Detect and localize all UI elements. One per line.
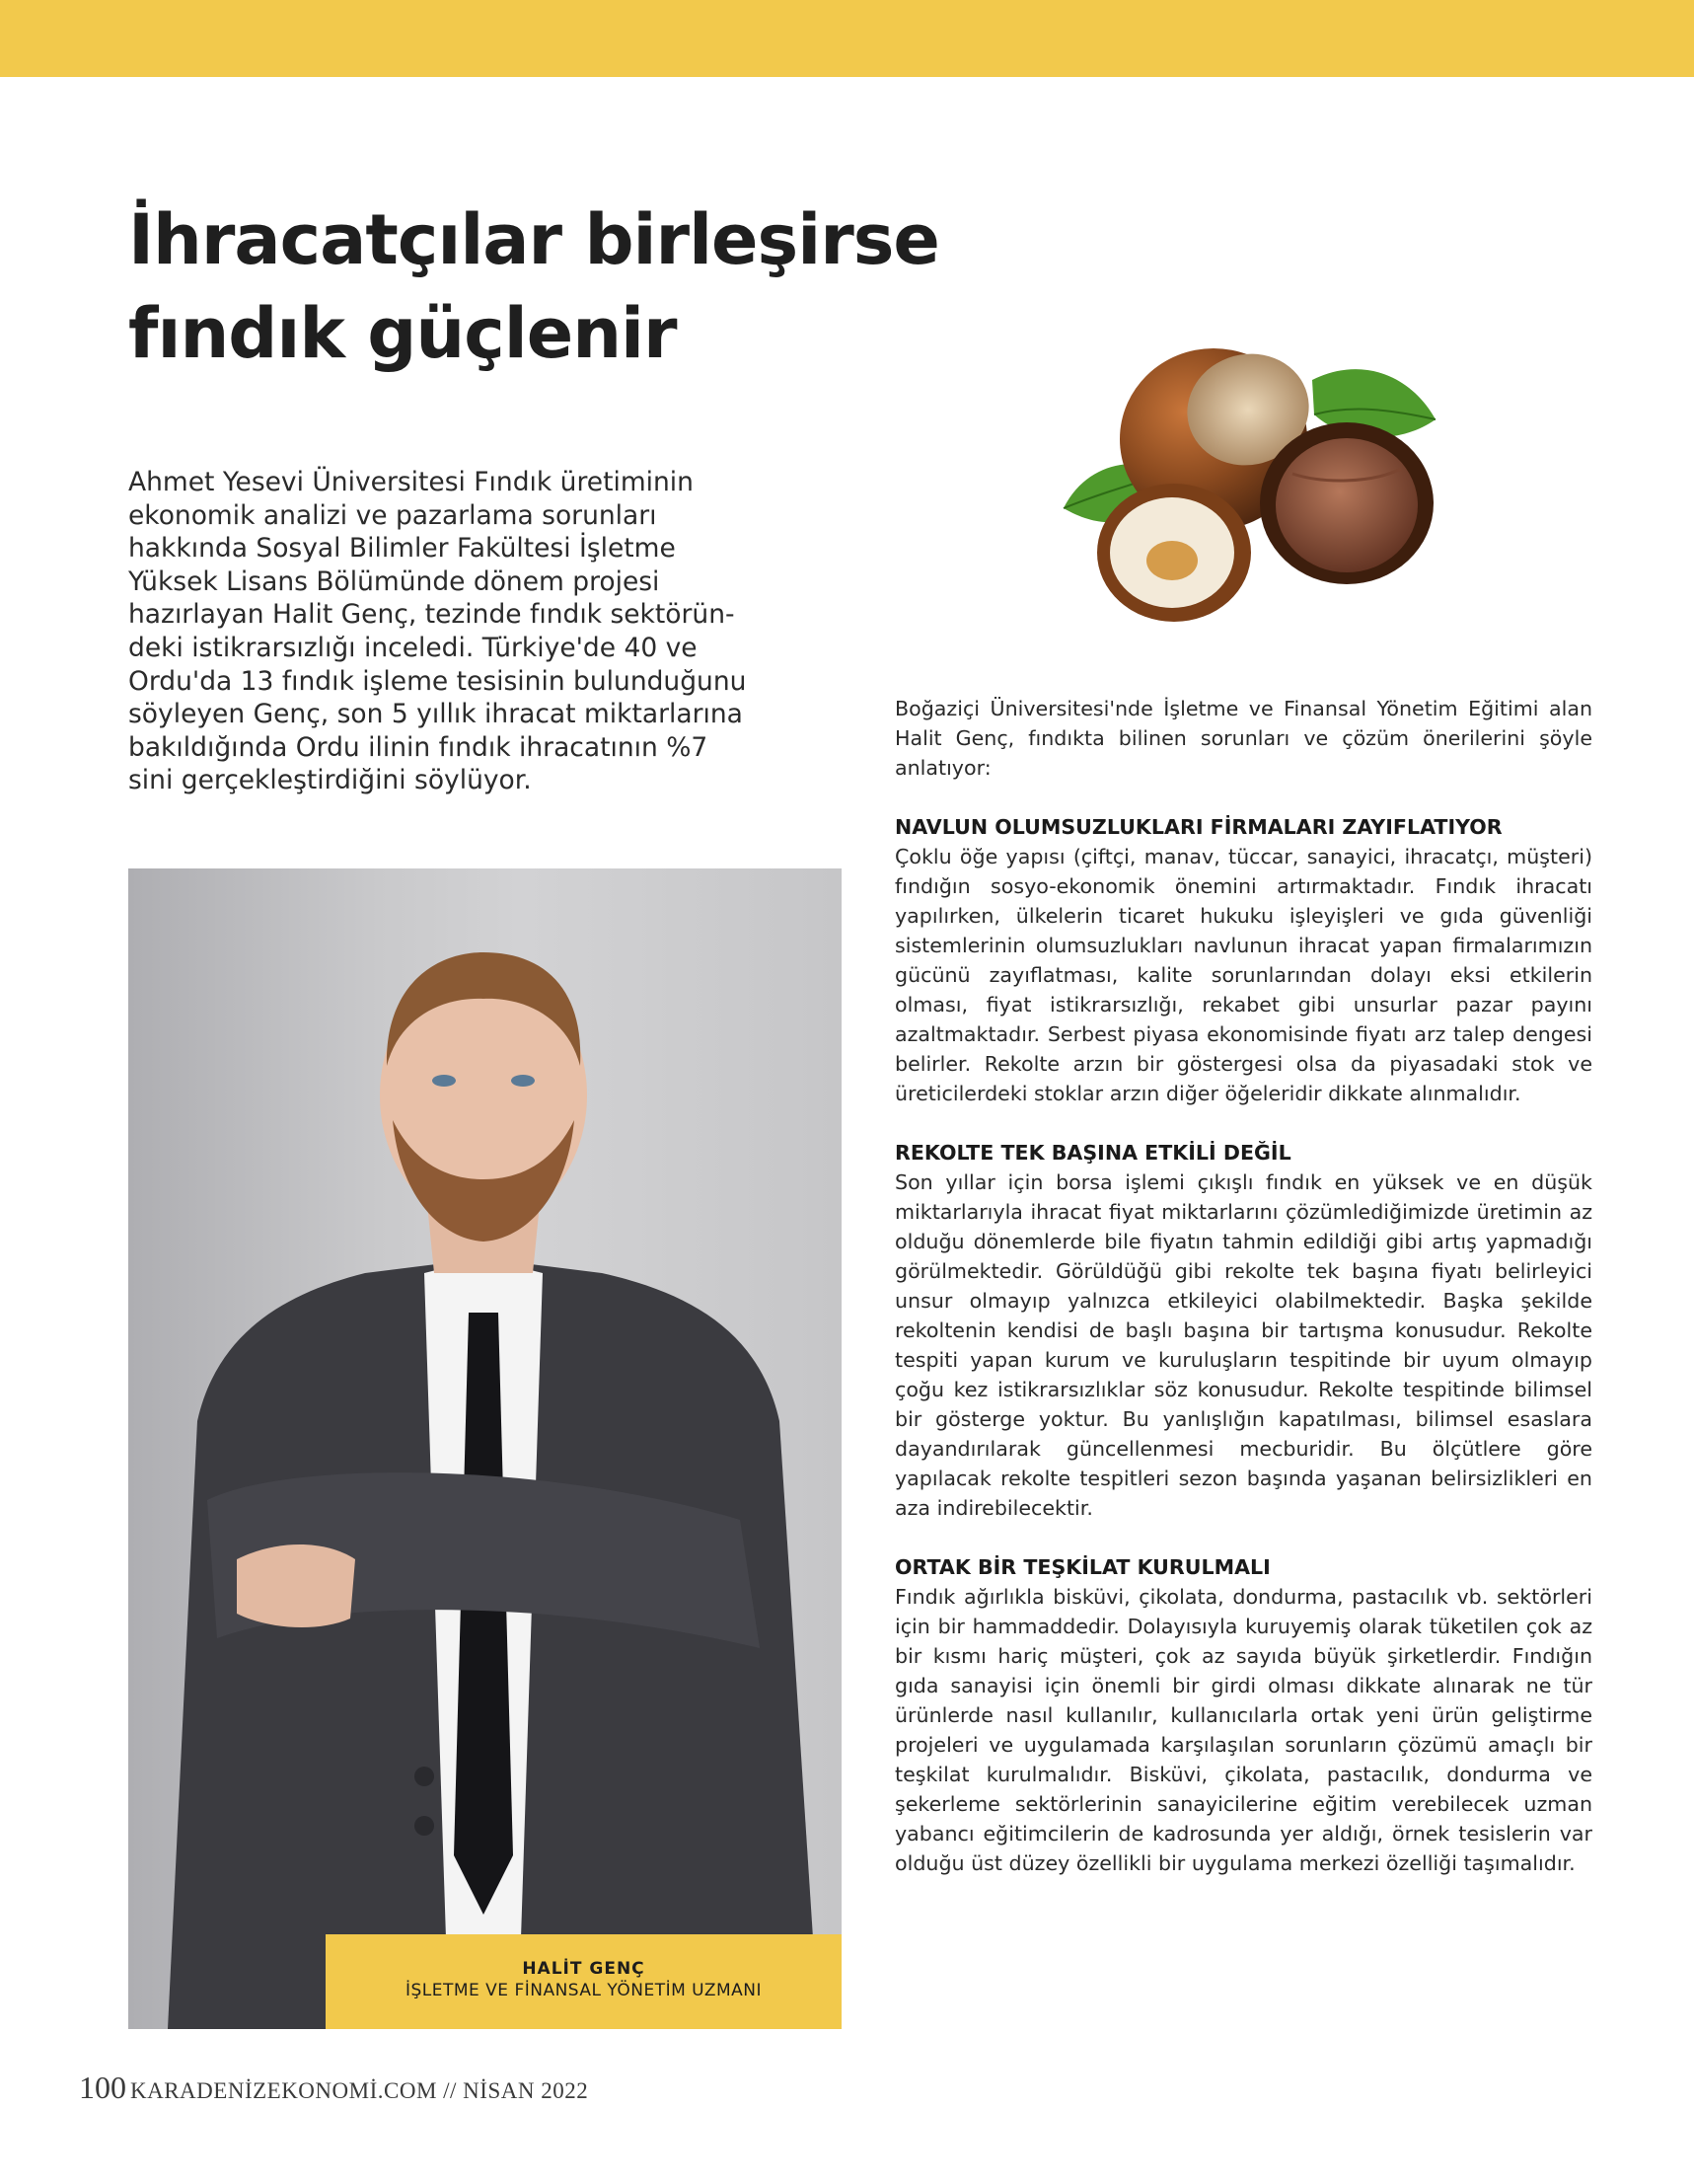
intro-line: ekonomik analizi ve pazarlama sorunları xyxy=(128,499,657,531)
caption-name: HALİT GENÇ xyxy=(522,1959,645,1979)
publication-line: KARADENİZEKONOMİ.COM // NİSAN 2022 xyxy=(130,2078,589,2103)
section-heading: ORTAK BİR TEŞKİLAT KURULMALI xyxy=(895,1555,1271,1579)
page-number: 100 xyxy=(79,2070,126,2105)
portrait-figure xyxy=(128,868,842,2029)
headline-line-2: fındık güçlenir xyxy=(128,293,677,374)
caption-title: İŞLETME VE FİNANSAL YÖNETİM UZMANI xyxy=(405,1981,763,2000)
intro-line: Yüksek Lisans Bölümünde dönem projesi xyxy=(128,565,660,597)
lead-paragraph: Boğaziçi Üniversitesi'nde İşletme ve Finansal Yönetim Eğitimi alan Halit Genç, fındıkta bilinen sorunları ve çözüm önerilerini şöyle anlatıyor: xyxy=(895,697,1592,780)
section-heading: NAVLUN OLUMSUZLUKLARI FİRMALARI ZAYIFLATIYOR xyxy=(895,815,1503,839)
article-headline xyxy=(128,193,1115,381)
intro-line: hazırlayan Halit Genç, tezinde fındık sektörün- xyxy=(128,599,735,631)
portrait-photo xyxy=(128,868,842,2029)
intro-line: Ordu'da 13 fındık işleme tesisinin bulunduğunu xyxy=(128,665,747,697)
halved-hazelnut xyxy=(1097,484,1251,622)
headline-line-1: İhracatçılar birleşirse xyxy=(128,199,939,280)
intro-line: söyleyen Genç, son 5 yıllık ihracat miktarlarına xyxy=(128,699,743,730)
intro-line: sini gerçekleştirdiğini söylüyor. xyxy=(128,765,532,796)
article-body xyxy=(895,694,1592,1878)
hazelnut-image xyxy=(1056,336,1450,632)
top-accent-band xyxy=(0,0,1694,77)
photo-caption xyxy=(326,1934,842,2029)
intro-line: deki istikrarsızlığı inceledi. Türkiye'de 40 ve xyxy=(128,632,698,663)
intro-line: hakkında Sosyal Bilimler Fakültesi İşletme xyxy=(128,533,676,565)
section-text: Son yıllar için borsa işlemi çıkışlı fındık en yüksek ve en düşük miktarlarıyla ihracat fiyat miktarlarını çözümlediğimizde üretimin az olduğu dönemlerde bile fiyatın tahmin edildiği gibi artış yapmadığı görülmektedir. Görüldüğü gibi rekolte tek başına fiyatı belirleyici unsur olmayıp yalnızca etkileyici olabilmektedir. Başka şekilde rekoltenin kendisi de başlı başına bir tartışma konusudur. Rekolte tespiti yapan kurum ve kuruluşların tespitinde bir uyum olmayıp çoğu kez istikrarsızlıklar söz konusudur. Rekolte tespitinde bilimsel bir gösterge yoktur. Bu yanlışlığın kapatılması, bilimsel esaslara dayandırılarak güncellenmesi mecburidir. Bu ölçütlere göre yapılacak rekolte tespitleri sezon başında yaşanan belirsizlikleri en aza indirebilecektir. xyxy=(895,1170,1592,1520)
intro-line: bakıldığında Ordu ilinin fındık ihracatının %7 xyxy=(128,731,708,763)
section-heading: REKOLTE TEK BAŞINA ETKİLİ DEĞİL xyxy=(895,1141,1291,1165)
intro-paragraph xyxy=(128,466,799,797)
intro-line: Ahmet Yesevi Üniversitesi Fındık üretiminin xyxy=(128,467,694,497)
page-footer xyxy=(79,2070,588,2106)
cracked-hazelnut xyxy=(1260,422,1434,584)
section-text: Çoklu öğe yapısı (çiftçi, manav, tüccar, sanayici, ihracatçı, müşteri) fındığın sosyo-ekonomik önemini artırmaktadır. Fındık ihracatı yapılırken, ülkelerin ticaret hukuku işleyişleri ve gıda güvenliği sistemlerinin olumsuzlukları navlunun ihracat yapan firmalarımızın gücünü zayıflatması, kalite sorunlarından dolayı eksi etkilerin olması, fiyat istikrarsızlığı, rekabet gibi unsurlar pazar payını azaltmaktadır. Serbest piyasa ekonomisinde fiyatı arz talep dengesi belirler. Rekolte arzın bir göstergesi olsa da piyasadaki stok ve üreticilerdeki stoklar arzın diğer öğeleridir dikkate alınmalıdır. xyxy=(895,845,1592,1105)
section-text: Fındık ağırlıkla bisküvi, çikolata, dondurma, pastacılık vb. sektörleri için bir hammaddedir. Dolayısıyla kuruyemiş olarak tüketilen çok az bir kısmı hariç müşteri, çok az sayıda büyük şirketlerdir. Fındığın gıda sanayisi için önemli bir girdi olması dikkate alınarak ne tür ürünlerde nasıl kullanılır, kullanıcılarla ortak yeni ürün geliştirme projeleri ve uygulamada karşılaşılan sorunların çözümü amaçlı bir teşkilat kurulmalıdır. Bisküvi, çikolata, pastacılık, dondurma ve şekerleme sektörlerinin sanayicilerine eğitim verebilecek uzman yabancı eğitimcilerin de kadrosunda yer aldığı, örnek tesislerin var olduğu üst düzey özellikli bir uygulama merkezi özelliği taşımalıdır. xyxy=(895,1585,1592,1875)
